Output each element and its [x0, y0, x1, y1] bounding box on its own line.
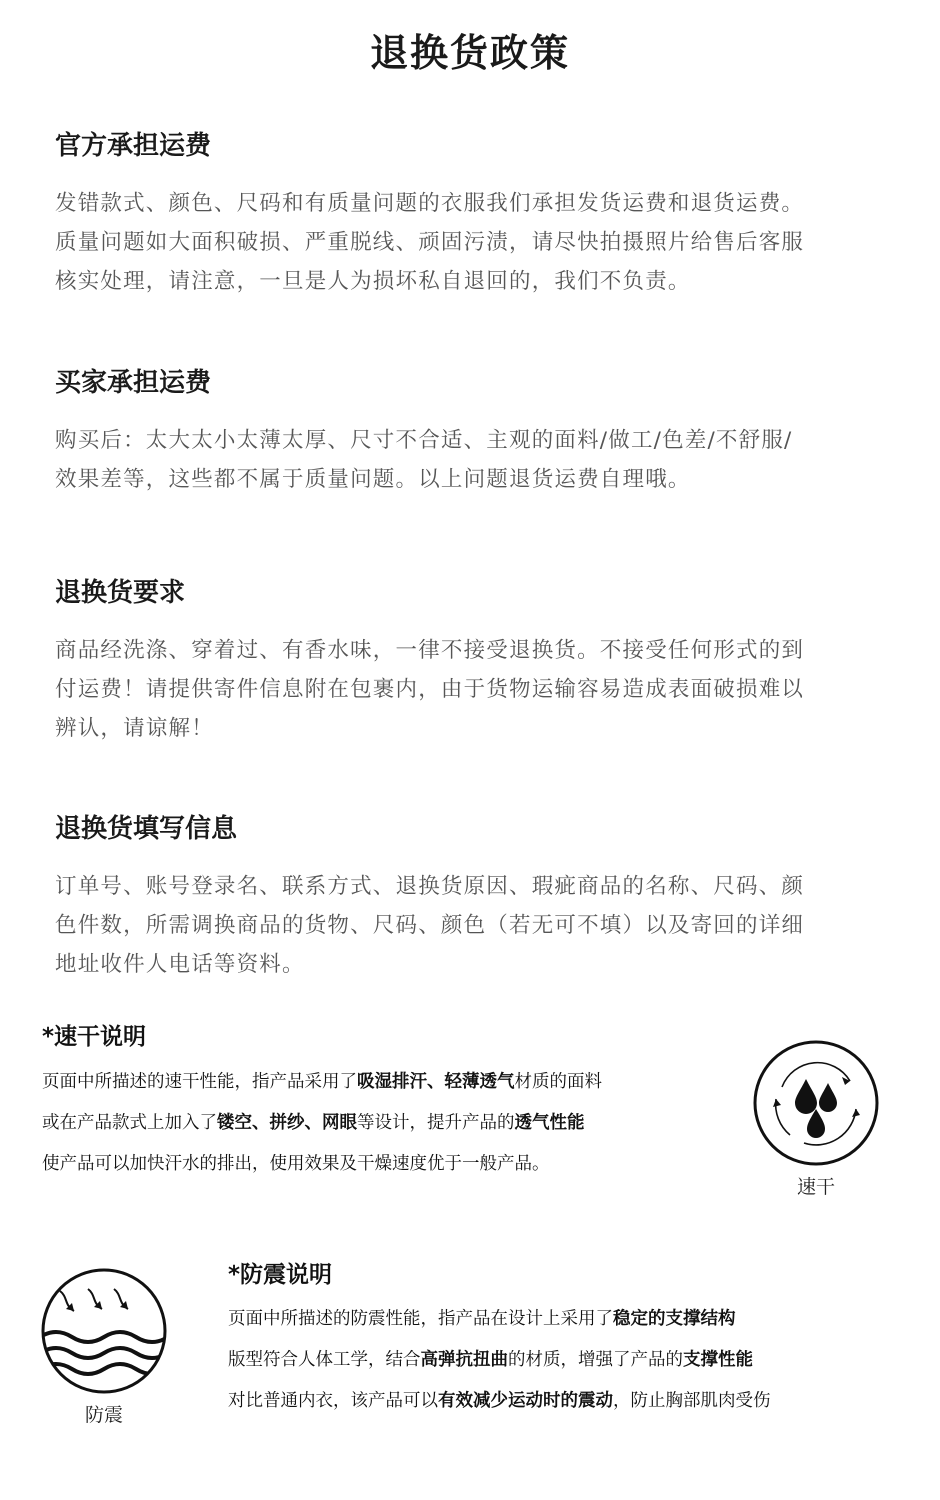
quick-dry-line	[42, 1062, 602, 1103]
text-run: 页面中所描述的防震性能，指产品在设计上采用了	[228, 1309, 613, 1329]
body-line: 购买后：太大太小太薄太厚、尺寸不合适、主观的面料/做工/色差/不舒服/	[55, 428, 793, 453]
section-return-info	[55, 808, 895, 984]
quick-dry-icon	[752, 1039, 880, 1167]
section-return-requirements	[55, 572, 895, 748]
body-line: 发错款式、颜色、尺码和有质量问题的衣服我们承担发货运费和退货运费。	[55, 191, 805, 216]
shock-proof-line	[228, 1340, 771, 1381]
text-run: ，防止胸部肌肉受伤	[613, 1391, 771, 1411]
body-line: 核实处理，请注意，一旦是人为损坏私自退回的，我们不负责。	[55, 269, 691, 294]
text-run: 等设计，提升产品的	[357, 1113, 515, 1133]
highlight-text: 有效减少运动时的震动	[438, 1391, 613, 1411]
shock-proof-icon-label: 防震	[84, 1404, 123, 1426]
body-line: 质量问题如大面积破损、严重脱线、顽固污渍，请尽快拍摄照片给售后客服	[55, 230, 805, 255]
text-run: 或在产品款式上加入了	[42, 1113, 217, 1133]
shock-proof-icon	[40, 1267, 168, 1395]
text-run: 的材质，增强了产品的	[508, 1350, 683, 1370]
section-official-shipping	[55, 125, 895, 301]
body-line: 效果差等，这些都不属于质量问题。以上问题退货运费自理哦。	[55, 467, 691, 492]
shock-proof-line	[228, 1299, 771, 1340]
shock-proof-title: *防震说明	[228, 1262, 333, 1288]
section-body	[55, 867, 895, 984]
section-heading: 买家承担运费	[55, 368, 212, 398]
quick-dry-line: 使产品可以加快汗水的排出，使用效果及干燥速度优于一般产品。	[42, 1154, 550, 1174]
highlight-text: 镂空、拼纱、网眼	[217, 1113, 357, 1133]
shock-proof-line	[228, 1381, 771, 1422]
section-heading: 退换货填写信息	[55, 814, 238, 844]
section-heading: 官方承担运费	[55, 131, 212, 161]
quick-dry-icon-label: 速干	[796, 1176, 835, 1198]
quick-dry-title: *速干说明	[42, 1024, 147, 1050]
page-title: 退换货政策	[369, 31, 570, 75]
shock-proof-text	[228, 1299, 771, 1422]
body-line: 商品经洗涤、穿着过、有香水味，一律不接受退换货。不接受任何形式的到	[55, 638, 805, 663]
section-body	[55, 421, 895, 499]
section-heading: 退换货要求	[55, 578, 186, 608]
section-body	[55, 631, 895, 748]
text-run: 材质的面料	[514, 1072, 602, 1092]
body-line: 辨认，请谅解！	[55, 716, 214, 741]
text-run: 版型符合人体工学，结合	[228, 1350, 421, 1370]
text-run: 页面中所描述的速干性能，指产品采用了	[42, 1072, 357, 1092]
body-line: 色件数，所需调换商品的货物、尺码、颜色（若无可不填）以及寄回的详细	[55, 913, 805, 938]
body-line: 付运费！请提供寄件信息附在包裹内，由于货物运输容易造成表面破损难以	[55, 677, 805, 702]
quick-dry-line	[42, 1103, 602, 1144]
highlight-text: 透气性能	[514, 1113, 585, 1133]
highlight-text: 稳定的支撑结构	[613, 1309, 736, 1329]
highlight-text: 支撑性能	[683, 1350, 753, 1370]
body-line: 订单号、账号登录名、联系方式、退换货原因、瑕疵商品的名称、尺码、颜	[55, 874, 805, 899]
section-buyer-shipping	[55, 362, 895, 499]
highlight-text: 吸湿排汗、轻薄透气	[357, 1072, 515, 1092]
body-line: 地址收件人电话等资料。	[55, 952, 305, 977]
section-body	[55, 184, 895, 301]
quick-dry-text	[42, 1062, 602, 1185]
highlight-text: 高弹抗扭曲	[420, 1350, 508, 1370]
text-run: 对比普通内衣，该产品可以	[228, 1391, 438, 1411]
